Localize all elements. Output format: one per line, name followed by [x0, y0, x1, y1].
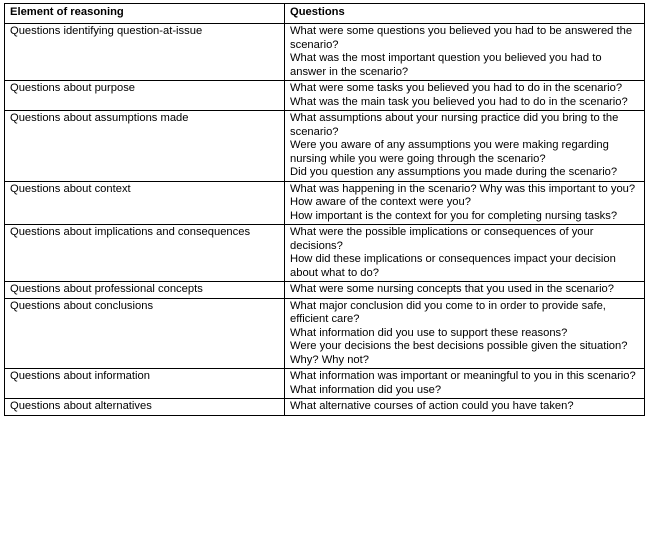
- table-row: [5, 111, 645, 182]
- table-row: [5, 81, 645, 111]
- question-text: What was the most important question you believed you had to answer in the scenario?: [290, 52, 602, 78]
- question-text: Were you aware of any assumptions you were making regarding nursing while you were going through the scenario?: [290, 139, 609, 165]
- question-text: Did you question any assumptions you made during the scenario?: [290, 166, 618, 178]
- element-cell: Questions about context: [5, 181, 285, 225]
- table-row: [5, 225, 645, 282]
- questions-cell: [285, 225, 645, 282]
- reasoning-questions-table: [4, 3, 645, 416]
- question-text: How did these implications or consequences impact your decision about what to do?: [290, 253, 616, 279]
- question-text: What were some questions you believed you had to be answered the scenario?: [290, 25, 633, 51]
- question-text: What were the possible implications or consequences of your decisions?: [290, 226, 594, 252]
- element-cell: Questions about information: [5, 369, 285, 399]
- element-cell: Questions about assumptions made: [5, 111, 285, 182]
- questions-cell: [285, 24, 645, 81]
- column-header-questions: Questions: [285, 4, 645, 24]
- questions-cell: [285, 298, 645, 369]
- column-header-element: Element of reasoning: [5, 4, 285, 24]
- question-text: What were some nursing concepts that you used in the scenario?: [290, 283, 614, 295]
- question-text: What information did you use?: [290, 383, 442, 396]
- questions-cell: [285, 181, 645, 225]
- questions-cell: [285, 81, 645, 111]
- questions-cell: [285, 282, 645, 299]
- element-cell: Questions about implications and consequences: [5, 225, 285, 282]
- element-cell: Questions about conclusions: [5, 298, 285, 369]
- element-cell: Questions about professional concepts: [5, 282, 285, 299]
- questions-cell: [285, 399, 645, 416]
- table-row: [5, 369, 645, 399]
- element-cell: Questions identifying question-at-issue: [5, 24, 285, 81]
- question-text: What alternative courses of action could you have taken?: [290, 400, 574, 412]
- question-text: What was the main task you believed you had to do in the scenario?: [290, 95, 628, 108]
- question-text: Were your decisions the best decisions possible given the situation? Why? Why not?: [290, 340, 628, 366]
- question-text: How important is the context for you for completing nursing tasks?: [290, 209, 618, 222]
- questions-cell: [285, 111, 645, 182]
- table-header-row: [5, 4, 645, 24]
- table-row: [5, 24, 645, 81]
- element-cell: Questions about purpose: [5, 81, 285, 111]
- table-row: [5, 399, 645, 416]
- question-text: How aware of the context were you?: [290, 196, 471, 208]
- question-text: What was happening in the scenario? Why was this important to you?: [290, 182, 636, 195]
- question-text: What information did you use to support these reasons?: [290, 326, 568, 339]
- question-text: What major conclusion did you come to in order to provide safe, efficient care?: [290, 299, 606, 325]
- table-row: [5, 282, 645, 299]
- questions-cell: [285, 369, 645, 399]
- question-text: What assumptions about your nursing practice did you bring to the scenario?: [290, 112, 619, 138]
- element-cell: Questions about alternatives: [5, 399, 285, 416]
- table-row: [5, 298, 645, 369]
- table-row: [5, 181, 645, 225]
- question-text: What were some tasks you believed you had to do in the scenario?: [290, 82, 623, 94]
- question-text: What information was important or meaningful to you in this scenario?: [290, 370, 636, 382]
